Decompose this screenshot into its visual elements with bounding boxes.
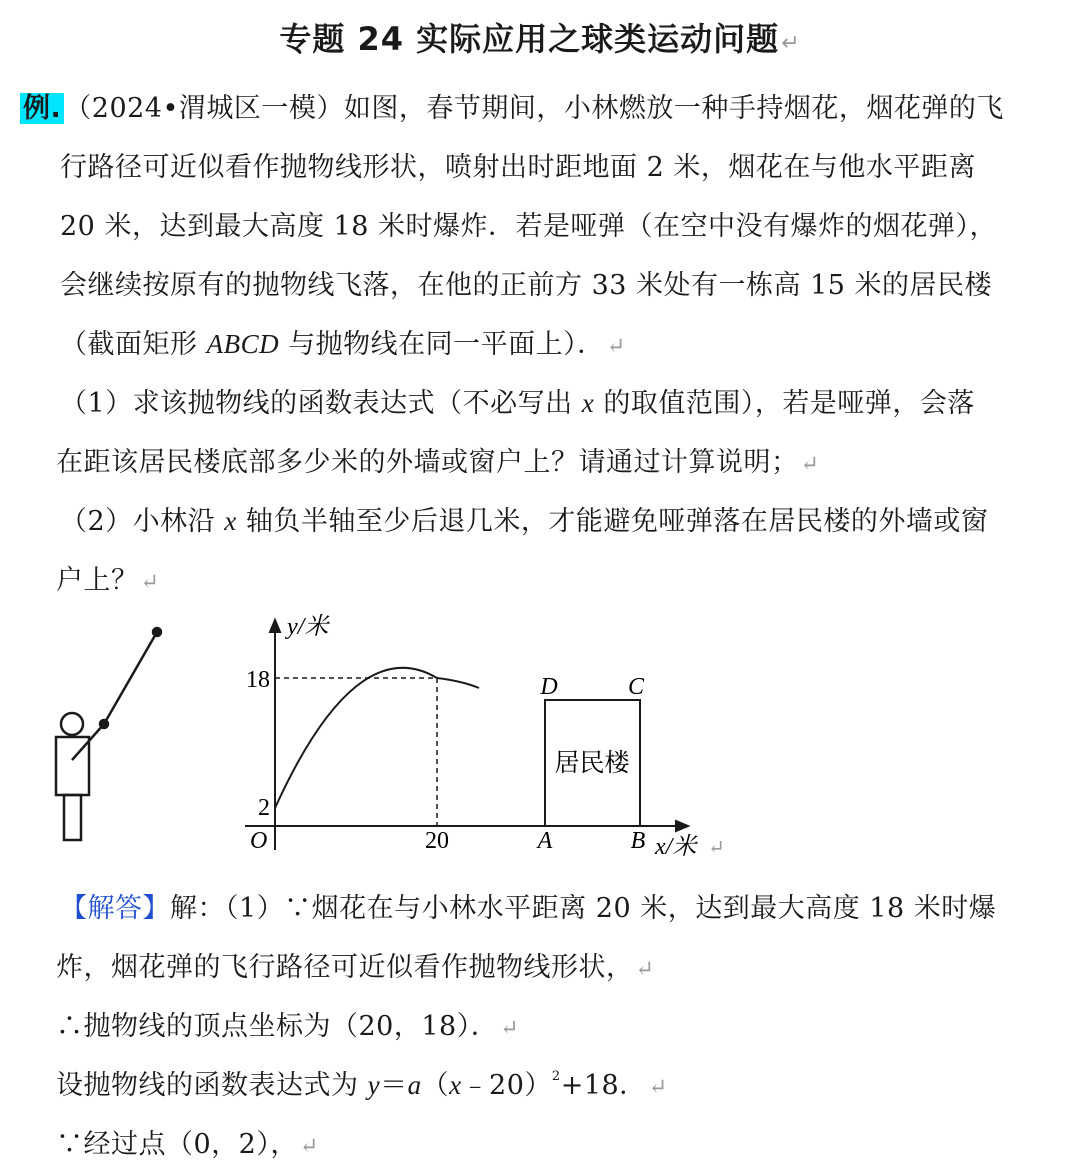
var-a: a xyxy=(407,1070,422,1100)
answer-line-1 xyxy=(60,886,996,925)
example-text-5c: 与抛物线在同一平面上）． xyxy=(279,329,605,360)
return-mark: ↵ xyxy=(648,1075,668,1100)
q1-text-c: 的取值范围），若是哑弹，会落 xyxy=(594,388,975,419)
title-text: 专题 24 实际应用之球类运动问题 xyxy=(279,20,780,58)
page-title xyxy=(0,14,1080,60)
q1-text-d: 在距该居民楼底部多少米的外墙或窗户上？请通过计算说明； xyxy=(56,447,799,478)
firework-stick xyxy=(104,632,157,724)
tick-20: 20 xyxy=(425,828,449,854)
return-mark: ↵ xyxy=(781,31,801,56)
point-c-label: C xyxy=(627,674,645,700)
plus-18: +18． xyxy=(560,1070,647,1101)
return-mark: ↵ xyxy=(708,837,725,859)
point-b-label: B xyxy=(630,828,646,854)
person-legs xyxy=(64,795,81,840)
x-axis-arrow xyxy=(676,821,688,831)
question-1-line-1 xyxy=(60,381,975,420)
question-2-line-1 xyxy=(60,499,988,538)
guide-lines xyxy=(275,678,437,826)
minus-20: ﹣20） xyxy=(461,1070,552,1101)
q2-text-a: （2）小林沿 xyxy=(60,506,225,537)
paren-open: （ xyxy=(421,1070,450,1101)
q2-text-d: 户上？ xyxy=(56,565,139,596)
parabola xyxy=(275,668,479,808)
example-line-5 xyxy=(60,322,626,361)
q2-var-x: x xyxy=(224,506,237,536)
firework-tip xyxy=(153,628,161,636)
answer-line-4 xyxy=(56,1063,668,1102)
point-d-label: D xyxy=(540,674,558,700)
equals-sign: ＝ xyxy=(380,1070,408,1101)
example-line-4: 会继续按原有的抛物线飞落，在他的正前方 33 米处有一栋高 15 米的居民楼 xyxy=(60,270,993,301)
question-2-line-2 xyxy=(56,558,159,597)
hand-point xyxy=(100,720,108,728)
answer-text-5: ∵经过点（0，2）， xyxy=(56,1129,298,1160)
answer-text-2: 炸，烟花弹的飞行路径可近似看作抛物线形状， xyxy=(56,952,634,983)
answer-text-3: ∴抛物线的顶点坐标为（20，18）． xyxy=(56,1011,499,1042)
person-figure xyxy=(56,628,161,840)
q1-text-a: （1）求该抛物线的函数表达式（不必写出 xyxy=(60,388,582,419)
tick-2: 2 xyxy=(258,795,270,821)
answer-line-2 xyxy=(56,945,654,984)
example-line-2: 行路径可近似看作抛物线形状，喷射出时距地面 2 米，烟花在与他水平距离 xyxy=(60,152,976,183)
example-text-5a: （截面矩形 xyxy=(60,329,207,360)
return-mark: ↵ xyxy=(299,1134,319,1159)
example-line-3: 20 米，达到最大高度 18 米时爆炸．若是哑弹（在空中没有爆炸的烟花弹）， xyxy=(60,211,997,242)
question-1-line-2 xyxy=(56,440,819,479)
var-x: x xyxy=(449,1070,462,1100)
answer-tag: 【解答】 xyxy=(60,893,170,924)
point-a-label: A xyxy=(537,828,553,854)
return-mark: ↵ xyxy=(800,452,820,477)
answer-text-1: 解：（1）∵烟花在与小林水平距离 20 米，达到最大高度 18 米时爆 xyxy=(170,893,997,924)
q1-var-x: x xyxy=(581,388,595,418)
y-axis-label: y/米 xyxy=(287,614,329,640)
return-mark: ↵ xyxy=(606,334,626,359)
person-head xyxy=(61,713,83,735)
axes xyxy=(245,620,688,850)
exponent-2: 2 xyxy=(551,1069,561,1084)
x-axis-label: x/米 xyxy=(655,834,697,860)
answer-line-3 xyxy=(56,1004,519,1043)
tick-18: 18 xyxy=(246,667,270,693)
example-text-1: （2024•渭城区一模）如图，春节期间，小林燃放一种手持烟花，烟花弹的飞 xyxy=(64,93,1004,124)
building-label: 居民楼 xyxy=(554,748,630,777)
return-mark: ↵ xyxy=(635,957,655,982)
q2-text-c: 轴负半轴至少后退几米，才能避免哑弹落在居民楼的外墙或窗 xyxy=(236,506,989,537)
answer-line-5 xyxy=(56,1122,319,1161)
answer-text-4a: 设抛物线的函数表达式为 xyxy=(56,1070,368,1101)
y-axis-arrow xyxy=(270,620,280,632)
return-mark: ↵ xyxy=(140,570,160,595)
figure xyxy=(0,610,760,870)
example-line-1 xyxy=(20,86,1004,125)
return-mark: ↵ xyxy=(500,1016,520,1041)
var-y: y xyxy=(367,1070,381,1100)
origin-label: O xyxy=(250,828,268,854)
rect-name: ABCD xyxy=(206,329,280,359)
example-badge: 例. xyxy=(20,93,64,124)
